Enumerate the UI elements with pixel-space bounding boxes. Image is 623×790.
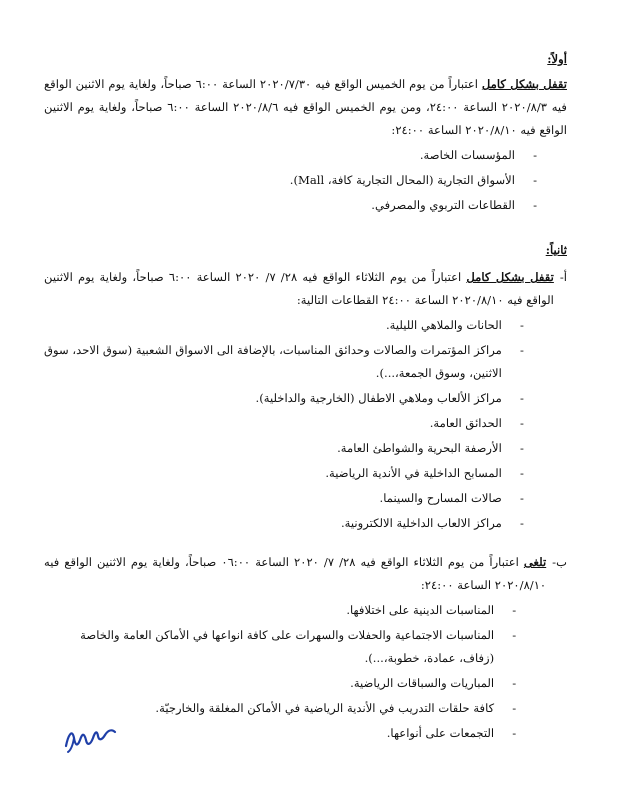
- list-item: - المناسبات الدينية على اختلافها.: [44, 599, 516, 622]
- list-item: - الحانات والملاهي الليلية.: [44, 314, 524, 337]
- subsection-b-text: اعتباراً من يوم الثلاثاء الواقع فيه ٢٨/ ٧/ ٢٠٢٠ الساعة ٠٦:٠٠ صباحاً، ولغاية يوم الاثنين الواقع فيه ٢٠٢٠/٨/١٠ الساعة ٢٤:٠٠:: [44, 555, 547, 592]
- list-item: - المسابح الداخلية في الأندية الرياضية.: [44, 462, 524, 485]
- subsection-a-body: [44, 266, 554, 539]
- subsection-b-body: [44, 551, 546, 749]
- subsection-a-letter: أ-: [559, 270, 567, 284]
- subsection-b-list: [44, 599, 546, 745]
- section-1-paragraph: [44, 73, 567, 142]
- section-1-list: [44, 144, 567, 217]
- list-item: - مراكز الألعاب وملاهي الاطفال (الخارجية والداخلية).: [44, 387, 524, 410]
- list-item: - صالات المسارح والسينما.: [44, 487, 524, 510]
- list-item: - المناسبات الاجتماعية والحفلات والسهرات على كافة انواعها في الأماكن العامة والخاصة (زفاف، عمادة، خطوبة،...).: [44, 624, 516, 670]
- section-1: [44, 48, 567, 217]
- list-item: - الأرصفة البحرية والشواطئ العامة.: [44, 437, 524, 460]
- subsection-a-text: اعتباراً من يوم الثلاثاء الواقع فيه ٢٨/ ٧/ ٢٠٢٠ الساعة ٦:٠٠ صباحاً، ولغاية يوم الاثنين الواقع فيه ٢٠٢٠/٨/١٠ الساعة ٢٤:٠٠ القطاعات التالية:: [44, 270, 554, 307]
- subsection-a-list: [44, 314, 554, 535]
- subsection-a: [44, 266, 567, 539]
- subsection-b-lead: تلغى: [523, 555, 547, 569]
- list-item: - مراكز الالعاب الداخلية الالكترونية.: [44, 512, 524, 535]
- list-item: - كافة حلقات التدريب في الأندية الرياضية في الأماكن المغلقة والخارجيّة.: [44, 697, 516, 720]
- signature-tail: [68, 738, 74, 752]
- list-item: - المؤسسات الخاصة.: [44, 144, 537, 167]
- list-item: - القطاعات التربوي والمصرفي.: [44, 194, 537, 217]
- signature: [60, 718, 118, 754]
- document-page: [0, 40, 623, 749]
- list-item: - التجمعات على أنواعها.: [44, 722, 516, 745]
- section-2: [44, 239, 567, 749]
- section-1-text: اعتباراً من يوم الخميس الواقع فيه ٢٠٢٠/٧/٣٠ الساعة ٦:٠٠ صباحاً، ولغاية يوم الاثنين الواقع فيه ٢٠٢٠/٨/٣ الساعة ٢٤:٠٠، ومن يوم الخميس الواقع فيه ٢٠٢٠/٨/٦ الساعة ٦:٠٠ صباحاً، ولغاية يوم الاثنين الواقع فيه ٢٠٢٠/٨/١٠ الساعة ٢٤:٠٠:: [44, 77, 567, 137]
- section-1-lead: تقفل بشكل كامل: [481, 77, 567, 91]
- subsection-a-paragraph: [44, 266, 554, 312]
- section-2-heading: ثانياً:: [545, 243, 567, 257]
- subsection-a-lead: تقفل بشكل كامل: [466, 270, 554, 284]
- list-item: - الأسواق التجارية (المحال التجارية كافة، Mall).: [44, 169, 537, 192]
- subsection-b-paragraph: [44, 551, 546, 597]
- list-item: - الحدائق العامة.: [44, 412, 524, 435]
- subsection-b-letter: ب-: [552, 555, 567, 569]
- list-item: - مراكز المؤتمرات والصالات وحدائق المناسبات، بالإضافة الى الاسواق الشعبية (سوق الاحد، سوق الاثنين، وسوق الجمعة،...).: [44, 339, 524, 385]
- list-item: - المباريات والسباقات الرياضية.: [44, 672, 516, 695]
- subsection-b: [44, 551, 567, 749]
- section-1-heading: أولاً:: [547, 52, 567, 66]
